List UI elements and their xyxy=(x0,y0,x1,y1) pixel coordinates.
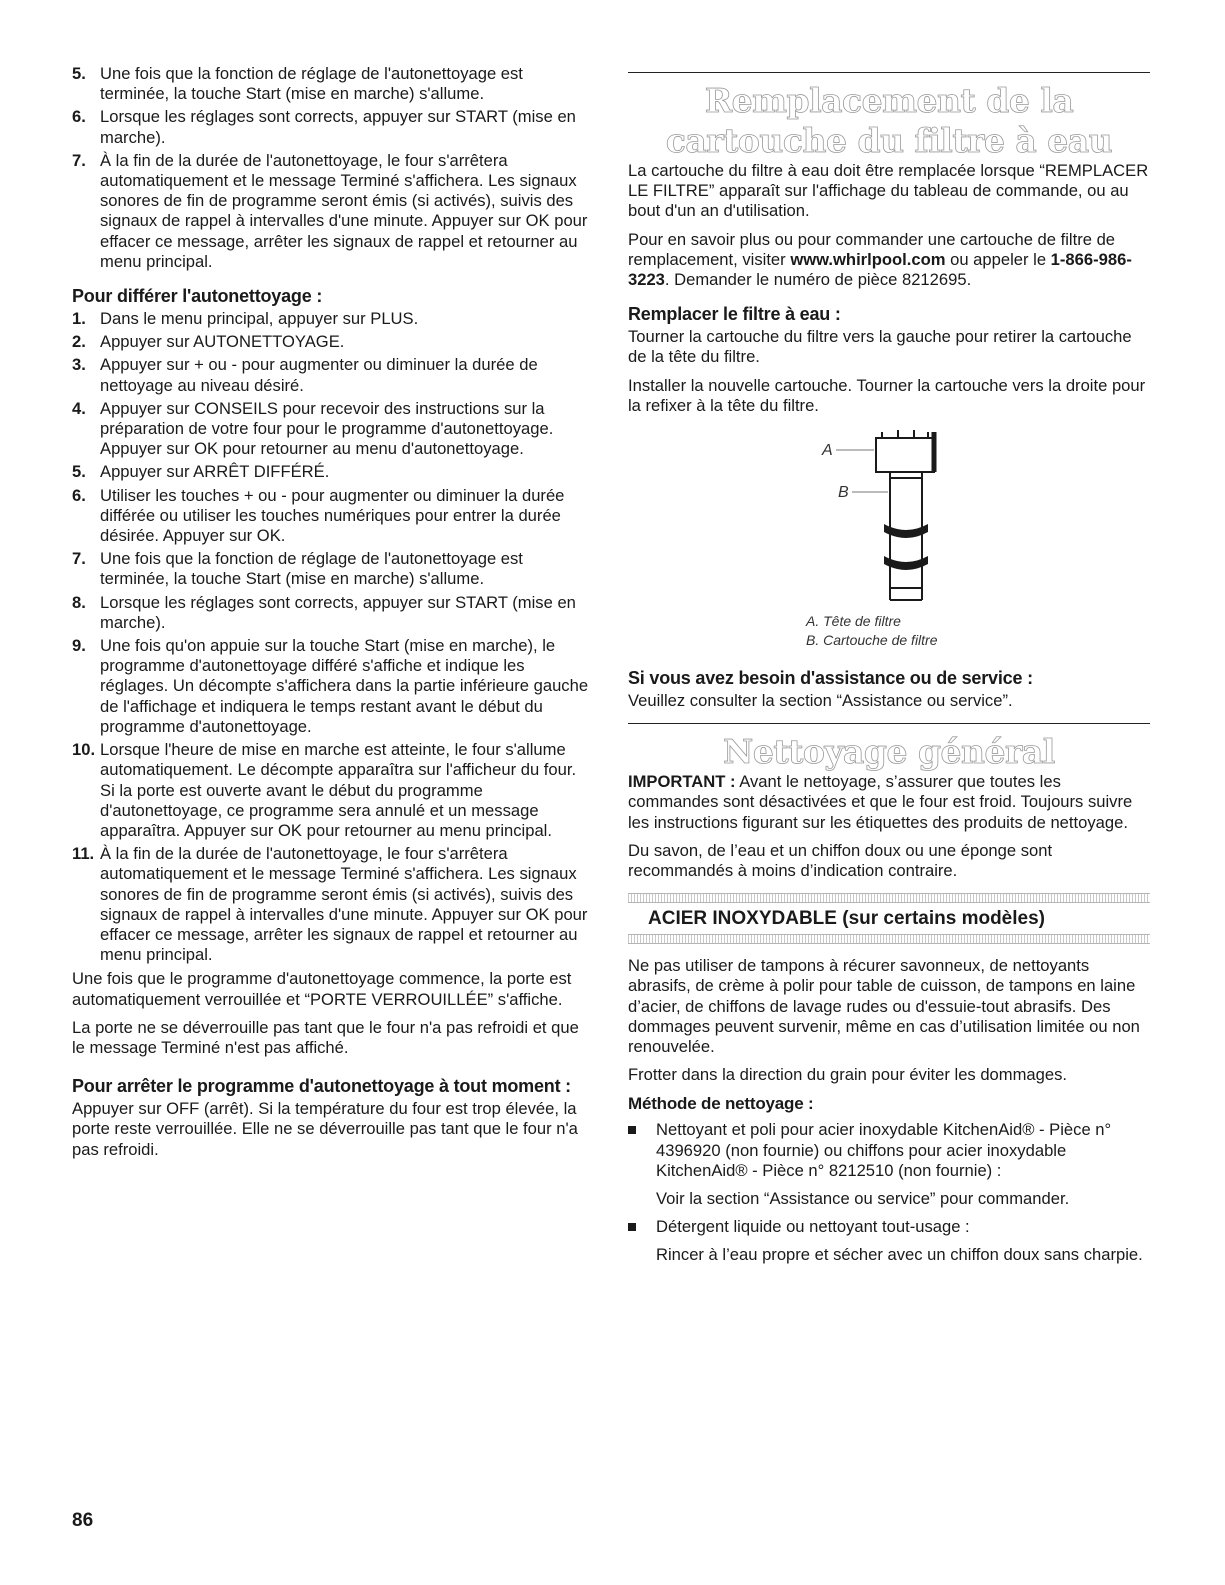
step-text: Appuyer sur AUTONETTOYAGE. xyxy=(100,332,345,352)
replace-paragraph-2: Installer la nouvelle cartouche. Tourner la cartouche vers la droite pour la refixer à la tête du filtre. xyxy=(628,375,1146,415)
phone-number: 1-866-986-3223 xyxy=(628,249,1132,290)
section-rule xyxy=(628,723,1150,724)
list-item xyxy=(72,64,590,104)
section-rule xyxy=(628,72,1150,73)
delay-steps-list xyxy=(72,309,590,965)
soap-paragraph: Du savon, de l’eau et un chiffon doux ou une éponge sont recommandés à moins d’indication contraire. xyxy=(628,840,1053,881)
general-cleaning-title: Nettoyage général xyxy=(723,732,1055,772)
delay-heading: Pour différer l'autonettoyage : xyxy=(72,286,323,307)
grain-paragraph: Frotter dans la direction du grain pour éviter les dommages. xyxy=(628,1065,1068,1085)
step-text: À la fin de la durée de l'autonettoyage, le four s'arrêtera automatiquement et le message Terminé s'affichera. Les signaux sonores de fin de programme seront émis (si activés), suivis des signaux de rappel à intervalles d'une minute. Appuyer sur OK pour effacer ce message, arrêter les signaux de rappel et retourner au menu principal. xyxy=(100,150,588,271)
list-item xyxy=(72,740,590,841)
stop-heading: Pour arrêter le programme d'autonettoyage à tout moment : xyxy=(72,1076,571,1097)
acier-paragraph: Ne pas utiliser de tampons à récurer savonneux, de nettoyants abrasifs, de crème à polir pour table de cuisson, de tampons en laine d’acier, de chiffons de lavage rudes ou d'essuie-tout abrasifs. Des dommages peuvent survenir, même en cas d’utilisation limitée ou non renouvelée. xyxy=(628,956,1140,1057)
step-text: À la fin de la durée de l'autonettoyage, le four s'arrêtera automatiquement et le message Terminé s'affichera. Les signaux sonores de fin de programme seront émis (si activés), suivis des signaux de rappel à intervalles d'une minute. Appuyer sur OK pour effacer ce message, arrêter les signaux de rappel et retourner au menu principal. xyxy=(100,844,588,965)
stainless-steel-heading: ACIER INOXYDABLE (sur certains modèles) xyxy=(648,908,1045,930)
list-item: Détergent liquide ou nettoyant tout-usage : xyxy=(628,1217,1150,1237)
step-number: 1. xyxy=(72,309,86,329)
list-item xyxy=(72,549,590,589)
replace-paragraph-1: Tourner la cartouche du filtre vers la gauche pour retirer la cartouche de la tête du filtre. xyxy=(628,327,1132,367)
step-text: Appuyer sur ARRÊT DIFFÉRÉ. xyxy=(100,462,330,482)
method-list xyxy=(628,1120,1150,1265)
assist-heading: Si vous avez besoin d'assistance ou de service : xyxy=(628,668,1033,689)
stop-paragraph: Appuyer sur OFF (arrêt). Si la température du four est trop élevée, la porte reste verrouillée. Elle ne se déverrouille pas tant que le four n'a pas refroidi. xyxy=(72,1099,578,1159)
whirlpool-link[interactable]: www.whirlpool.com xyxy=(790,249,946,269)
locked-paragraph: Une fois que le programme d'autonettoyage commence, la porte est automatiquement verrouillée et “PORTE VERROUILLÉE” s'affiche. xyxy=(72,969,572,1009)
list-item-note: Rincer à l’eau propre et sécher avec un chiffon doux sans charpie. xyxy=(656,1245,1143,1265)
list-item xyxy=(72,355,590,395)
step-text: Appuyer sur + ou - pour augmenter ou diminuer la durée de nettoyage au niveau désiré. xyxy=(100,355,538,395)
step-text: Une fois que la fonction de réglage de l'autonettoyage est terminée, la touche Start (mise en marche) s'allume. xyxy=(100,549,523,589)
list-item xyxy=(72,332,590,352)
step-text: Dans le menu principal, appuyer sur PLUS. xyxy=(100,309,419,329)
acier-top-bar xyxy=(628,893,1150,903)
list-item xyxy=(72,399,590,460)
step-number: 5. xyxy=(72,462,86,482)
step-text: Appuyer sur CONSEILS pour recevoir des instructions sur la préparation de votre four pour le programme d'autonettoyage. Appuyer sur OK pour retourner au menu d'autonettoyage. xyxy=(100,398,554,459)
filter-section-title: Remplacement de la cartouche du filtre à eau xyxy=(665,81,1113,160)
assist-paragraph: Veuillez consulter la section “Assistance ou service”. xyxy=(628,691,1013,711)
list-item xyxy=(72,107,590,147)
step-text: Une fois que la fonction de réglage de l'autonettoyage est terminée, la touche Start (mise en marche) s'allume. xyxy=(100,64,523,104)
list-item xyxy=(72,636,590,737)
list-item xyxy=(72,309,590,329)
bullet-square-icon xyxy=(628,1126,636,1134)
step-number: 6. xyxy=(72,485,86,505)
acier-bottom-bar xyxy=(628,934,1150,944)
filter-figure xyxy=(628,424,1150,656)
step-text: Lorsque les réglages sont corrects, appuyer sur START (mise en marche). xyxy=(100,107,576,147)
step-text: Utiliser les touches + ou - pour augmenter ou diminuer la durée différée ou utiliser les touches numériques pour entrer la durée désirée. Appuyer sur OK. xyxy=(100,485,565,546)
step-number: 4. xyxy=(72,398,86,418)
left-column xyxy=(72,64,590,1168)
method-heading: Méthode de nettoyage : xyxy=(628,1094,814,1114)
label-a: A xyxy=(822,442,833,460)
step-number: 10. xyxy=(72,740,96,760)
step-number: 2. xyxy=(72,332,86,352)
page-number: 86 xyxy=(72,1510,94,1531)
label-b: B xyxy=(838,484,849,502)
list-item xyxy=(72,486,590,547)
step-text: Lorsque les réglages sont corrects, appuyer sur START (mise en marche). xyxy=(100,592,576,632)
bullet-square-icon xyxy=(628,1223,636,1231)
list-item xyxy=(72,593,590,633)
important-paragraph: IMPORTANT : Avant le nettoyage, s’assurer que toutes les commandes sont désactivées et que le four est froid. Toujours suivre les instructions figurant sur les étiquettes des produits de nettoyage. xyxy=(628,772,1133,832)
list-item xyxy=(72,462,590,482)
step-number: 6. xyxy=(72,107,86,127)
list-item: Nettoyant et poli pour acier inoxydable KitchenAid® - Pièce n° 4396920 (non fournie) ou chiffons pour acier inoxydable KitchenAid® - Pièce n° 8212510 (non fournie) : xyxy=(628,1120,1150,1181)
unlock-paragraph: La porte ne se déverrouille pas tant que le four n'a pas refroidi et que le message Terminé n'est pas affiché. xyxy=(72,1017,579,1057)
caption-a: A. Tête de filtre xyxy=(806,613,901,630)
list-item xyxy=(72,151,590,272)
caption-b: B. Cartouche de filtre xyxy=(806,632,938,649)
step-number: 7. xyxy=(72,150,86,170)
self-clean-steps-list xyxy=(72,64,590,272)
right-column xyxy=(628,64,1150,1274)
order-paragraph: Pour en savoir plus ou pour commander une cartouche de filtre de remplacement, visiter www.whirlpool.com ou appeler le 1-866-986-3223. Demander le numéro de pièce 8212695. xyxy=(628,229,1132,290)
filter-diagram xyxy=(628,424,1150,614)
step-number: 11. xyxy=(72,844,95,864)
list-item-note: Voir la section “Assistance ou service” pour commander. xyxy=(656,1189,1070,1209)
filter-paragraph: La cartouche du filtre à eau doit être remplacée lorsque “REMPLACER LE FILTRE” apparaît sur l'affichage du tableau de commande, ou au bout d'un an d'utilisation. xyxy=(628,161,1149,221)
step-number: 8. xyxy=(72,592,86,612)
step-number: 9. xyxy=(72,636,86,656)
list-item xyxy=(72,844,590,965)
step-text: Lorsque l'heure de mise en marche est atteinte, le four s'allume automatiquement. Le décompte apparaîtra sur l'afficheur du four. Si la porte est ouverte avant le début du programme d'autonettoyage, ce programme sera annulé et un message apparaîtra. Appuyer sur OK pour retourner au menu principal. xyxy=(100,740,577,840)
step-number: 7. xyxy=(72,549,86,569)
step-text: Une fois qu'on appuie sur la touche Start (mise en marche), le programme d'autonettoyage différé s'affiche et indique les réglages. Un décompte s'affichera dans la partie inférieure gauche de l'affichage et indiquera le temps restant avant le début du programme d'autonettoyage. xyxy=(100,636,589,736)
step-number: 5. xyxy=(72,64,86,83)
replace-filter-heading: Remplacer le filtre à eau : xyxy=(628,304,841,325)
step-number: 3. xyxy=(72,355,86,375)
